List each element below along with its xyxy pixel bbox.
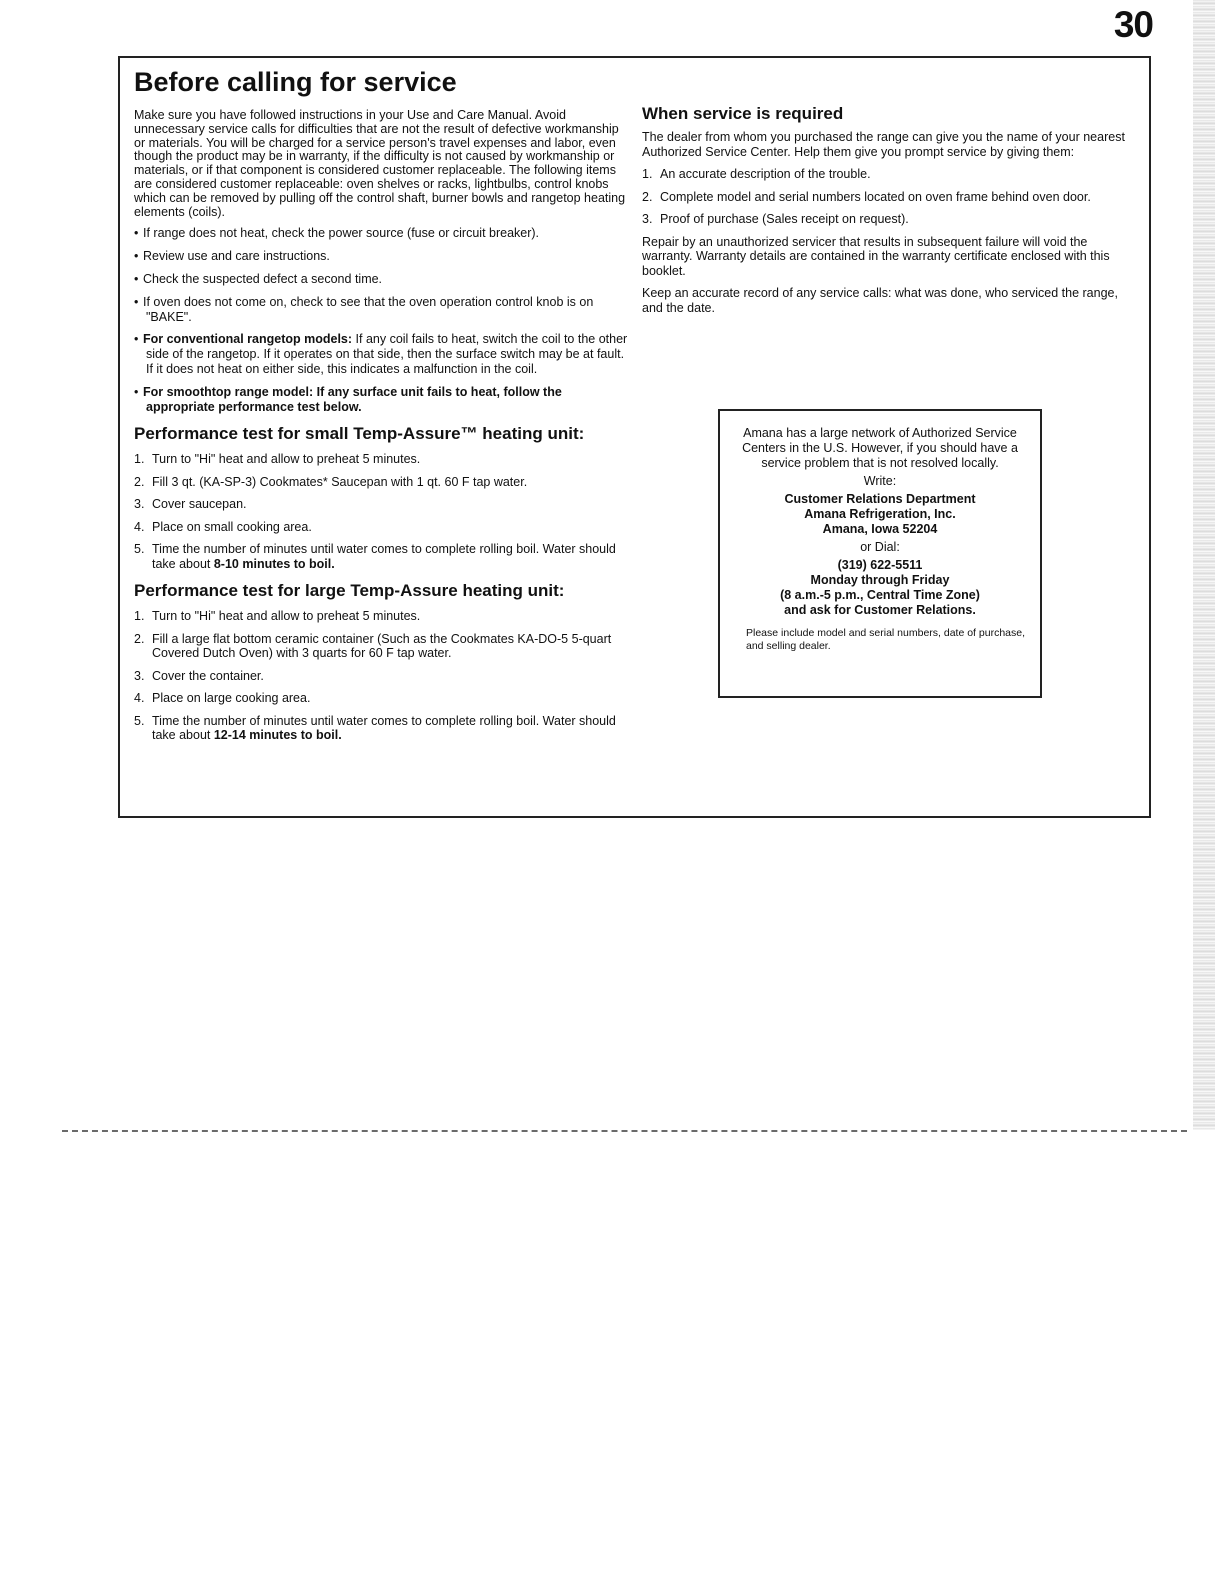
scan-edge	[1193, 0, 1215, 1130]
service-hours: (8 a.m.-5 p.m., Central Time Zone)	[780, 588, 980, 602]
service-heading: When service is required	[642, 104, 844, 123]
step-item: 3. Cover the container.	[134, 668, 264, 683]
intro-paragraph: Make sure you have followed instructions in your Use and Care Manual. Avoid unnecessary service calls for difficulties that are not the result of defective workmanship or materials. You will be charged for a service person's travel expenses and labor, even though the product may be in warranty, if the difficulty is not caused by workmanship or materials, or if that component is considered customer replaceable. The following items are considered customer replaceable: oven shelves or racks, lightbulbs, control knobs which can be removed by pulling off the control shaft, burner bowls and rangetop heating elements (coils).	[134, 108, 626, 219]
contact-intro: Amana has a large network of Authorized Service Centers in the U.S. However, if you should have a service problem that is not resolved locally.	[742, 426, 1018, 470]
bullet-icon: •	[134, 249, 139, 264]
bullet-icon: •	[134, 226, 139, 241]
service-intro: The dealer from whom you purchased the range can give you the name of your nearest Authorized Service Center. Help them give you prompt service by giving them:	[642, 130, 1125, 159]
step-item: 2. Complete model and serial numbers located on oven frame behind oven door.	[642, 189, 1091, 204]
step-item: 5. Time the number of minutes until water comes to complete rolling boil. Water should take about 12-14 minutes to boil.	[134, 713, 616, 743]
step-item: 1. Turn to "Hi" heat and allow to preheat 5 minutes.	[134, 452, 421, 467]
step-item: 3. Cover saucepan.	[134, 497, 247, 512]
small-test-steps	[134, 452, 628, 571]
list-item: • If range does not heat, check the power source (fuse or circuit breaker).	[134, 226, 540, 241]
bullet-icon: •	[134, 384, 139, 399]
bullet-icon: •	[134, 294, 139, 309]
small-test-heading: Performance test for small Temp-Assure™ heating unit:	[134, 424, 585, 444]
bullet-icon: •	[134, 332, 139, 347]
page-number: 30	[1113, 4, 1153, 45]
page-fold-line	[62, 1130, 1187, 1132]
list-item: • Review use and care instructions.	[134, 249, 330, 264]
step-item: 1. An accurate description of the trouble.	[642, 167, 871, 181]
right-column	[642, 104, 1136, 323]
step-item: 4. Place on small cooking area.	[134, 519, 312, 534]
warranty-paragraph: Repair by an unauthorized servicer that results in subsequent failure will void the warranty. Warranty details are contained in the warranty certificate enclosed with this booklet.	[642, 234, 1110, 278]
dial-label: or Dial:	[860, 540, 900, 554]
company-city: Amana, Iowa 52204	[822, 522, 938, 536]
bullet-icon: •	[134, 271, 139, 286]
step-item: 1. Turn to "Hi" heat and allow to preheat 5 minutes.	[134, 609, 421, 624]
list-item: • For smoothtop range model: If any surface unit fails to heat, follow the appropriate performance test below.	[134, 384, 562, 414]
step-item: 3. Proof of purchase (Sales receipt on request).	[642, 212, 909, 226]
left-column	[134, 109, 628, 751]
ask-for-line: and ask for Customer Relations.	[784, 603, 976, 617]
department-name: Customer Relations Department	[784, 492, 976, 506]
list-item: • For conventional rangetop models: If any coil fails to heat, switch the coil to the other side of the rangetop. If it operates on that side, then the surface switch may be at fault. If it does not heat on either side, this indicates a malfunction in the coil.	[134, 332, 628, 376]
page-title: Before calling for service	[134, 67, 457, 97]
list-item: • If oven does not come on, check to see that the oven operation control knob is on "BAKE".	[134, 294, 594, 324]
checklist	[134, 226, 628, 414]
company-name: Amana Refrigeration, Inc.	[804, 507, 956, 521]
step-item: 4. Place on large cooking area.	[134, 691, 311, 706]
contact-box	[718, 409, 1042, 698]
record-paragraph: Keep an accurate record of any service calls: what was done, who serviced the range, and the date.	[642, 286, 1118, 315]
contact-note: Please include model and serial numbers, date of purchase, and selling dealer.	[746, 627, 1025, 652]
step-item: 2. Fill a large flat bottom ceramic container (Such as the Cookmates KA-DO-5 5-quart Covered Dutch Oven) with 3 quarts for 60 F tap water.	[134, 631, 612, 661]
large-test-steps	[134, 609, 628, 743]
service-steps	[642, 167, 1136, 227]
list-item: • Check the suspected defect a second time.	[134, 271, 383, 286]
step-item: 2. Fill 3 qt. (KA-SP-3) Cookmates* Saucepan with 1 qt. 60 F tap water.	[134, 474, 528, 489]
step-item: 5. Time the number of minutes until water comes to complete rolling boil. Water should take about 8-10 minutes to boil.	[134, 542, 616, 571]
service-days: Monday through Friday	[810, 573, 950, 587]
phone-number: (319) 622-5511	[837, 558, 923, 572]
large-test-heading: Performance test for large Temp-Assure heating unit:	[134, 581, 565, 601]
write-label: Write:	[863, 474, 897, 488]
